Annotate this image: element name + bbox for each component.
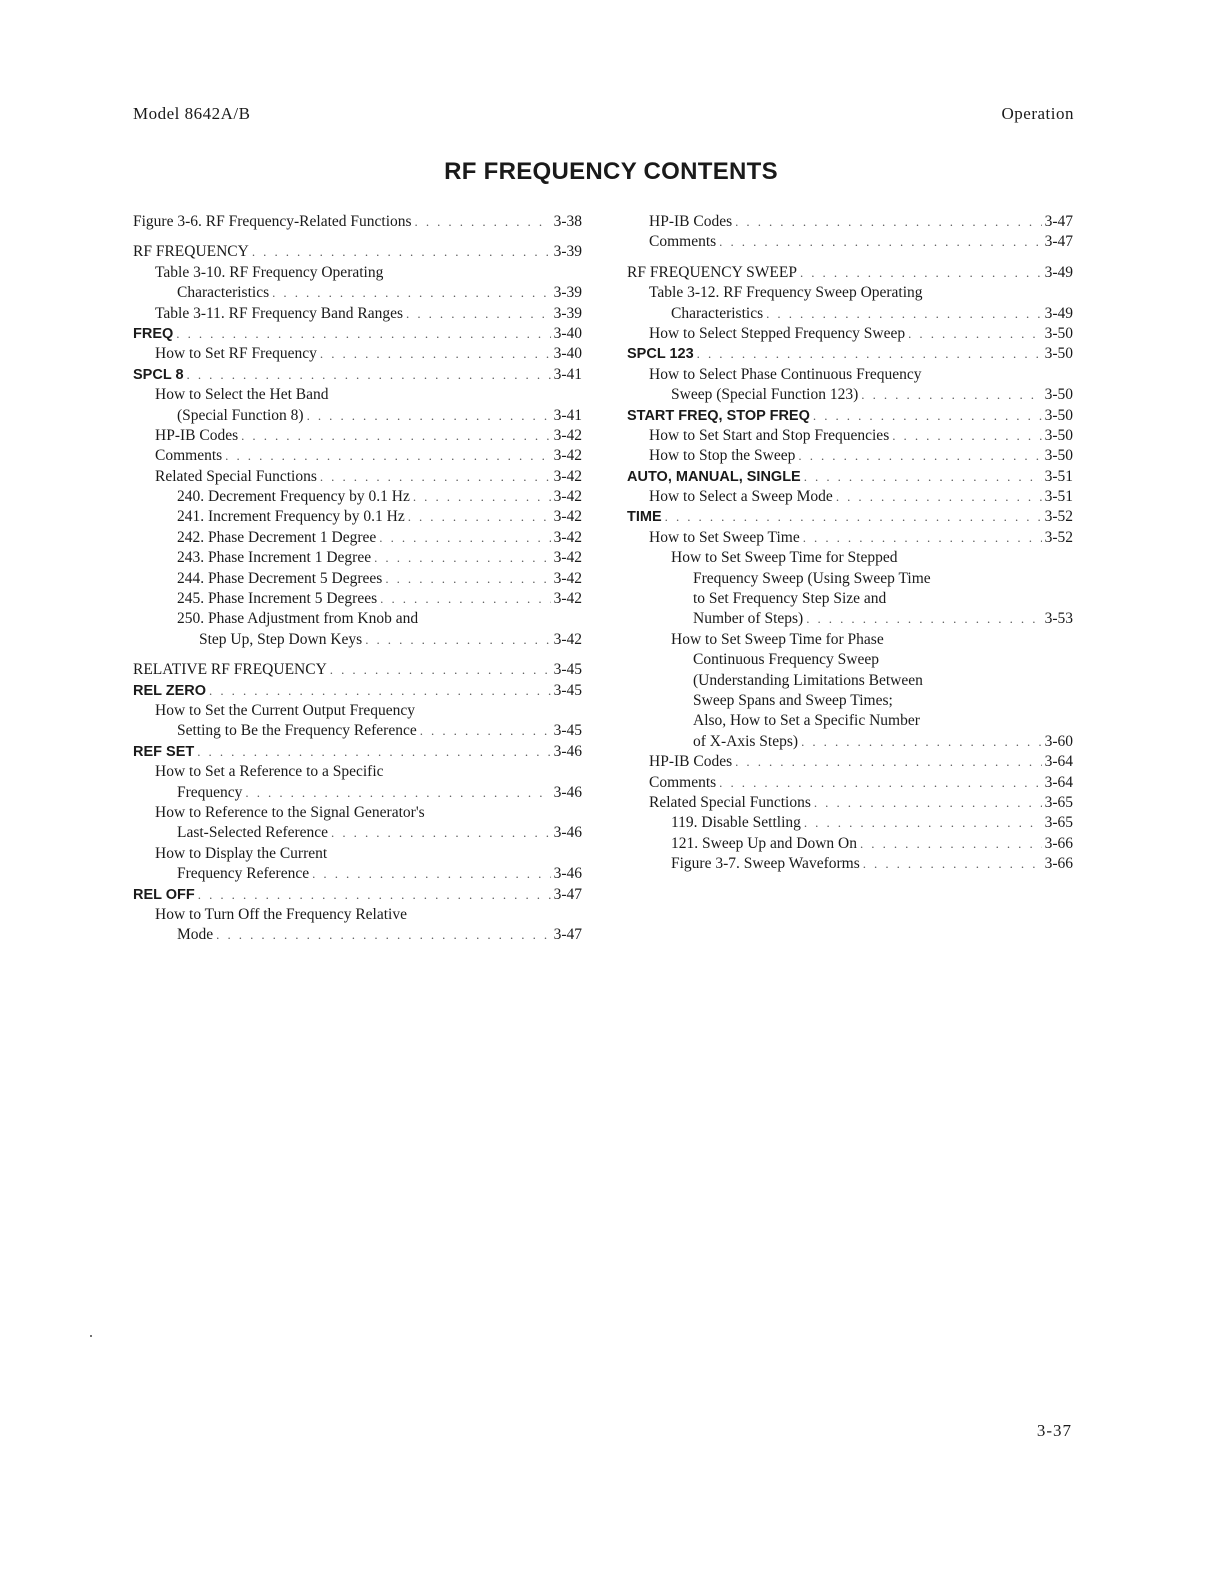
toc-entry-title: AUTO, MANUAL, SINGLE: [627, 468, 801, 485]
toc-entry-page: 3-64: [1044, 753, 1073, 771]
toc-entry: [627, 548, 1073, 568]
toc-entry-title: START FREQ, STOP FREQ: [627, 407, 810, 424]
toc-leader-dots: [803, 528, 1042, 548]
toc-leader-dots: [197, 742, 550, 762]
toc-leader-dots: [800, 263, 1042, 283]
toc-entry-title: How to Select Stepped Frequency Sweep: [649, 324, 906, 342]
toc-column-right: [627, 212, 1073, 875]
toc-entry-page: 3-42: [553, 508, 582, 526]
toc-entry-page: 3-45: [553, 722, 582, 740]
toc-entry-title: Number of Steps): [693, 610, 804, 628]
toc-entry-title: REF SET: [133, 743, 195, 760]
toc-entry: [627, 609, 1073, 629]
toc-entry-title: RF FREQUENCY SWEEP: [627, 263, 797, 281]
toc-leader-dots: [766, 304, 1041, 324]
toc-entry-title: 250. Phase Adjustment from Knob and: [177, 610, 419, 628]
toc-entry: [627, 365, 1073, 385]
toc-entry: [627, 773, 1073, 793]
toc-entry-page: 3-52: [1044, 508, 1073, 526]
toc-entry: [133, 721, 582, 741]
toc-entry-title: Sweep (Special Function 123): [671, 386, 859, 404]
toc-entry-page: 3-47: [553, 885, 582, 903]
toc-entry: [627, 752, 1073, 772]
toc-entry-title: How to Set Sweep Time for Stepped: [671, 549, 898, 567]
toc-entry-page: 3-42: [553, 549, 582, 567]
toc-entry-page: 3-47: [553, 926, 582, 944]
toc-entry-title: HP-IB Codes: [155, 426, 239, 444]
toc-entry-title: How to Set RF Frequency: [155, 345, 317, 363]
toc-leader-dots: [836, 487, 1042, 507]
toc-entry: [627, 834, 1073, 854]
toc-leader-dots: [719, 773, 1041, 793]
toc-leader-dots: [892, 426, 1041, 446]
page-title: RF FREQUENCY CONTENTS: [444, 158, 778, 185]
toc-entry-page: 3-51: [1044, 488, 1073, 506]
toc-entry-title: (Special Function 8): [177, 406, 304, 424]
toc-entry-title: How to Set the Current Output Frequency: [155, 701, 416, 719]
toc-entry: [627, 324, 1073, 344]
toc-entry: [133, 548, 582, 568]
toc-entry: [627, 569, 1073, 589]
toc-entry-page: 3-51: [1044, 467, 1073, 485]
toc-entry-title: 121. Sweep Up and Down On: [671, 834, 857, 852]
toc-leader-dots: [861, 385, 1041, 405]
toc-entry-title: Comments: [155, 447, 223, 465]
toc-entry-page: 3-42: [553, 467, 582, 485]
toc-entry: [133, 304, 582, 324]
toc-entry-title: How to Select Phase Continuous Frequency: [649, 365, 922, 383]
toc-entry: [133, 283, 582, 303]
toc-leader-dots: [198, 885, 551, 905]
toc-entry-title: TIME: [627, 509, 662, 526]
toc-entry-title: Frequency Reference: [177, 865, 310, 883]
toc-entry-title: 245. Phase Increment 5 Degrees: [177, 590, 378, 608]
toc-entry-title: How to Select a Sweep Mode: [649, 488, 833, 506]
toc-entry-title: 243. Phase Increment 1 Degree: [177, 549, 372, 567]
toc-entry-title: Table 3-11. RF Frequency Band Ranges: [155, 304, 404, 322]
toc-entry: [627, 487, 1073, 507]
toc-leader-dots: [806, 609, 1041, 629]
toc-entry: [133, 609, 582, 629]
toc-entry-page: 3-41: [553, 365, 582, 383]
toc-leader-dots: [665, 507, 1042, 527]
toc-entry-page: 3-50: [1044, 345, 1073, 363]
toc-entry-page: 3-49: [1044, 304, 1073, 322]
toc-entry-title: Setting to Be the Frequency Reference: [177, 722, 417, 740]
toc-entry-title: How to Set Sweep Time for Phase: [671, 630, 884, 648]
toc-entry-page: 3-45: [553, 681, 582, 699]
toc-entry-title: Comments: [649, 233, 717, 251]
toc-entry-title: to Set Frequency Step Size and: [693, 590, 887, 608]
toc-entry-page: 3-39: [553, 243, 582, 261]
toc-leader-dots: [176, 324, 550, 344]
toc-entry: [133, 487, 582, 507]
toc-entry: [133, 742, 582, 762]
toc-entry-title: How to Turn Off the Frequency Relative: [155, 905, 407, 923]
toc-entry-title: Characteristics: [671, 304, 764, 322]
toc-entry-title: Frequency: [177, 783, 243, 801]
toc-entry-page: 3-52: [1044, 528, 1073, 546]
toc-leader-dots: [814, 793, 1042, 813]
toc-entry: [627, 426, 1073, 446]
toc-entry-page: 3-65: [1044, 793, 1073, 811]
toc-leader-dots: [697, 344, 1042, 364]
toc-entry-page: 3-50: [1044, 447, 1073, 465]
toc-entry-title: Mode: [177, 926, 214, 944]
toc-entry-title: How to Reference to the Signal Generator's: [155, 803, 425, 821]
toc-entry-title: (Understanding Limitations Between: [693, 671, 923, 689]
toc-leader-dots: [245, 783, 550, 803]
toc-entry: [133, 507, 582, 527]
toc-entry: [133, 630, 582, 650]
toc-leader-dots: [380, 589, 550, 609]
toc-leader-dots: [241, 426, 550, 446]
toc-leader-dots: [187, 365, 551, 385]
toc-entry: [133, 324, 582, 344]
toc-leader-dots: [804, 467, 1042, 487]
toc-entry: [133, 467, 582, 487]
toc-leader-dots: [813, 406, 1042, 426]
toc-entry-title: Figure 3-6. RF Frequency-Related Functions: [133, 213, 412, 230]
toc-entry-page: 3-42: [553, 528, 582, 546]
toc-entry: [627, 528, 1073, 548]
toc-column-left: [133, 212, 582, 946]
toc-entry-page: 3-45: [553, 661, 582, 679]
toc-entry: [627, 212, 1073, 232]
toc-entry-title: Comments: [649, 773, 717, 791]
toc-entry: [133, 426, 582, 446]
toc-leader-dots: [420, 721, 551, 741]
toc-leader-dots: [209, 681, 551, 701]
page-number: 3-37: [1036, 1421, 1072, 1440]
toc-entry-page: 3-40: [553, 345, 582, 363]
toc-entry-page: 3-65: [1044, 814, 1073, 832]
toc-entry-title: of X-Axis Steps): [693, 732, 799, 750]
toc-entry-page: 3-41: [553, 406, 582, 424]
toc-entry: [627, 446, 1073, 466]
toc-entry: [133, 365, 582, 385]
toc-entry-page: 3-50: [1044, 386, 1073, 404]
toc-entry-page: 3-64: [1044, 773, 1073, 791]
toc-leader-dots: [406, 304, 551, 324]
toc-entry-title: How to Select the Het Band: [155, 386, 329, 404]
toc-entry-page: 3-46: [553, 865, 582, 883]
toc-leader-dots: [312, 864, 550, 884]
toc-entry: [133, 385, 582, 405]
toc-entry: [133, 925, 582, 945]
toc-entry-page: 3-38: [553, 213, 582, 230]
toc-entry-title: How to Stop the Sweep: [649, 447, 796, 465]
toc-entry-title: Table 3-10. RF Frequency Operating: [155, 263, 384, 281]
toc-entry-title: RF FREQUENCY: [133, 243, 249, 261]
toc-entry-title: 244. Phase Decrement 5 Degrees: [177, 569, 383, 587]
toc-leader-dots: [225, 446, 550, 466]
toc-entry-title: Continuous Frequency Sweep: [693, 651, 879, 669]
toc-entry-page: 3-50: [1044, 426, 1073, 444]
toc-entry: [133, 263, 582, 283]
toc-entry-page: 3-66: [1044, 855, 1073, 873]
toc-entry-title: Related Special Functions: [649, 793, 811, 811]
toc-leader-dots: [365, 630, 550, 650]
toc-leader-dots: [804, 813, 1042, 833]
toc-entry: [627, 732, 1073, 752]
toc-entry: [627, 589, 1073, 609]
toc-entry-title: REL ZERO: [133, 682, 207, 699]
toc-leader-dots: [735, 212, 1041, 232]
toc-entry: [133, 885, 582, 905]
toc-entry: [133, 569, 582, 589]
toc-leader-dots: [320, 467, 551, 487]
toc-leader-dots: [252, 242, 551, 262]
toc-entry: [133, 589, 582, 609]
toc-leader-dots: [735, 752, 1041, 772]
toc-entry-title: Last-Selected Reference: [177, 824, 329, 842]
header-section: Operation: [1001, 104, 1074, 123]
toc-entry: [133, 864, 582, 884]
toc-leader-dots: [307, 406, 551, 426]
toc-entry-page: 3-47: [1044, 233, 1073, 251]
toc-entry: [133, 905, 582, 925]
toc-entry-page: 3-47: [1044, 213, 1073, 230]
toc-entry-page: 3-42: [553, 488, 582, 506]
toc-leader-dots: [863, 854, 1042, 874]
toc-entry: [627, 813, 1073, 833]
header-model: Model 8642A/B: [133, 104, 251, 123]
toc-leader-dots: [908, 324, 1041, 344]
toc-leader-dots: [860, 834, 1042, 854]
toc-entry: [627, 385, 1073, 405]
toc-entry-page: 3-39: [553, 284, 582, 302]
toc-entry-title: How to Set Start and Stop Frequencies: [649, 426, 890, 444]
toc-entry-title: How to Display the Current: [155, 844, 328, 862]
toc-entry-page: 3-60: [1044, 732, 1073, 750]
toc-entry: [133, 681, 582, 701]
toc-entry: [133, 783, 582, 803]
toc-entry: [627, 854, 1073, 874]
toc-entry: [627, 283, 1073, 303]
toc-entry-title: Also, How to Set a Specific Number: [693, 712, 920, 730]
toc-entry: [627, 711, 1073, 731]
toc-entry: [133, 344, 582, 364]
toc-entry-page: 3-42: [553, 630, 582, 648]
toc-entry: [133, 701, 582, 721]
toc-leader-dots: [216, 925, 550, 945]
toc-entry: [627, 507, 1073, 527]
toc-entry: [133, 803, 582, 823]
toc-entry-page: 3-50: [1044, 324, 1073, 342]
toc-leader-dots: [331, 823, 551, 843]
toc-entry: [133, 844, 582, 864]
toc-entry-page: 3-46: [553, 783, 582, 801]
toc-entry-page: 3-53: [1044, 610, 1073, 628]
toc-leader-dots: [330, 660, 551, 680]
toc-leader-dots: [379, 528, 550, 548]
toc-entry-title: HP-IB Codes: [649, 753, 733, 771]
toc-entry-title: SPCL 123: [627, 346, 694, 363]
toc-entry-title: Step Up, Step Down Keys: [199, 630, 363, 648]
toc-entry-title: FREQ: [133, 325, 174, 342]
toc-leader-dots: [798, 446, 1041, 466]
toc-entry: [133, 446, 582, 466]
toc-leader-dots: [801, 732, 1042, 752]
toc-entry-title: Related Special Functions: [155, 467, 317, 485]
toc-leader-dots: [408, 507, 551, 527]
toc-entry-page: 3-42: [553, 447, 582, 465]
toc-leader-dots: [272, 283, 550, 303]
toc-entry-page: 3-42: [553, 590, 582, 608]
toc-entry: [133, 762, 582, 782]
toc-entry: [627, 630, 1073, 650]
toc-entry-page: 3-49: [1044, 263, 1073, 281]
toc-entry-title: 241. Increment Frequency by 0.1 Hz: [177, 508, 405, 526]
scan-speck: [90, 1335, 92, 1337]
toc-entry-page: 3-42: [553, 569, 582, 587]
toc-entry: [627, 406, 1073, 426]
toc-leader-dots: [415, 212, 551, 232]
toc-leader-dots: [413, 487, 551, 507]
toc-entry: [627, 304, 1073, 324]
toc-leader-dots: [719, 232, 1041, 252]
toc-entry-page: 3-42: [553, 426, 582, 444]
toc-entry: [133, 528, 582, 548]
toc-entry-title: 242. Phase Decrement 1 Degree: [177, 528, 377, 546]
toc-entry: [627, 793, 1073, 813]
toc-entry-page: 3-46: [553, 824, 582, 842]
toc-entry-title: How to Set a Reference to a Specific: [155, 763, 384, 781]
toc-entry-title: Frequency Sweep (Using Sweep Time: [693, 569, 931, 587]
toc-entry: [133, 660, 582, 680]
toc-entry: [627, 467, 1073, 487]
toc-entry-page: 3-46: [553, 742, 582, 760]
toc-entry: [133, 406, 582, 426]
toc-entry-title: 240. Decrement Frequency by 0.1 Hz: [177, 488, 410, 506]
toc-entry-title: REL OFF: [133, 886, 195, 903]
toc-entry: [627, 232, 1073, 252]
toc-entry-title: Sweep Spans and Sweep Times;: [693, 691, 893, 709]
toc-entry: [627, 671, 1073, 691]
toc-entry-title: Figure 3-7. Sweep Waveforms: [671, 855, 860, 873]
toc-entry-title: 119. Disable Settling: [671, 814, 801, 832]
toc-entry-title: HP-IB Codes: [649, 213, 733, 230]
toc-entry-page: 3-66: [1044, 834, 1073, 852]
toc-entry-page: 3-39: [553, 304, 582, 322]
toc-entry-title: SPCL 8: [133, 366, 184, 383]
toc-entry: [627, 650, 1073, 670]
toc-entry: [133, 212, 582, 232]
toc-entry: [133, 823, 582, 843]
toc-leader-dots: [320, 344, 551, 364]
toc-entry: [133, 242, 582, 262]
toc-entry-title: Characteristics: [177, 284, 270, 302]
toc-leader-dots: [385, 569, 550, 589]
toc-entry-page: 3-50: [1044, 406, 1073, 424]
toc-entry: [627, 691, 1073, 711]
toc-entry-title: Table 3-12. RF Frequency Sweep Operating: [649, 284, 923, 302]
toc-entry: [627, 263, 1073, 283]
toc-entry-title: How to Set Sweep Time: [649, 528, 800, 546]
toc-entry: [627, 344, 1073, 364]
toc-entry-page: 3-40: [553, 324, 582, 342]
toc-entry-title: RELATIVE RF FREQUENCY: [133, 661, 327, 679]
toc-leader-dots: [374, 548, 550, 568]
